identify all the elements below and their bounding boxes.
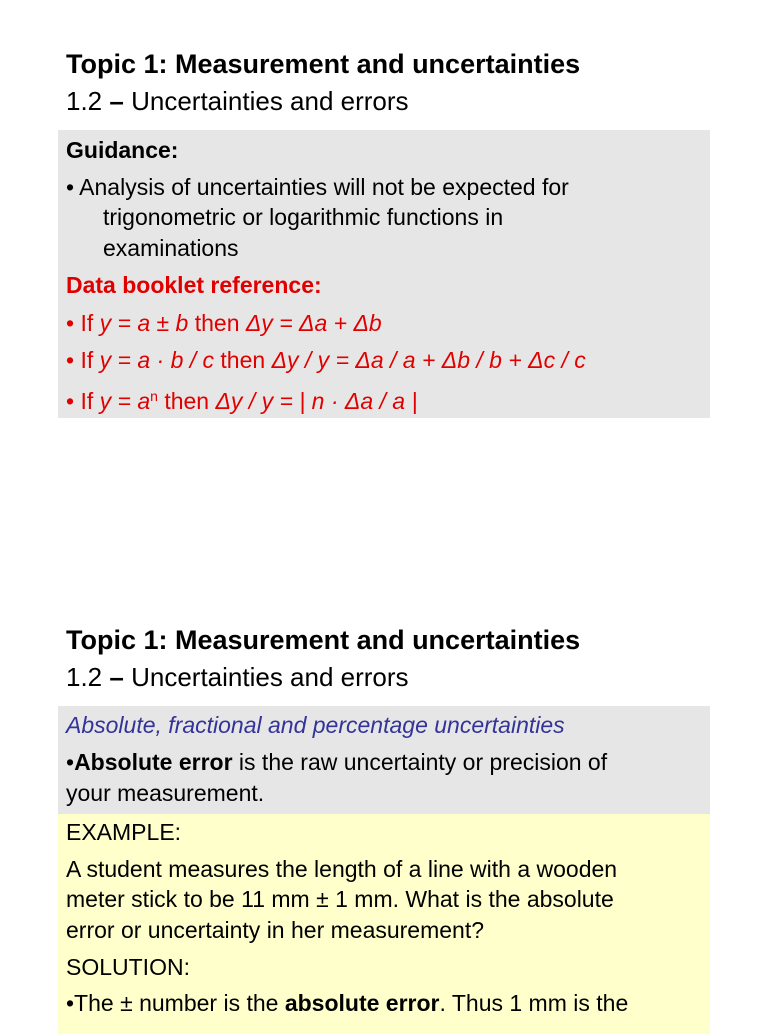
formula-result: Δy / y = | n · Δa / a | (215, 388, 418, 414)
example-text: A student measures the length of a line with a wooden (66, 856, 618, 882)
solution-term: absolute error (284, 990, 440, 1016)
slide-title: Topic 1: Measurement and uncertainties (66, 625, 581, 655)
slide-subtitle (66, 660, 409, 694)
solution-heading: SOLUTION: (66, 954, 190, 980)
formula-result: Δy = Δa + Δb (245, 310, 382, 336)
subtitle-number: 1.2 (66, 86, 103, 116)
subtitle-number: 1.2 (66, 662, 103, 692)
formula-expression: y = a (99, 388, 151, 414)
absolute-error-definition (66, 747, 607, 777)
guidance-bullet-continued: examinations (103, 235, 239, 261)
definition-text: is the raw uncertainty or precision of (232, 749, 608, 775)
slide-subtitle (66, 84, 409, 118)
formula-expression: y = a · b / c (99, 347, 215, 373)
solution-post: . Thus 1 mm is the (439, 990, 629, 1016)
formula-result: Δy / y = Δa / a + Δb / b + Δc / c (271, 347, 586, 373)
formula-bullet: • If (66, 310, 100, 336)
formula-bullet: • If (66, 388, 100, 414)
example-text: error or uncertainty in her measurement? (66, 917, 485, 943)
subtitle-dash: – (109, 662, 124, 692)
guidance-bullet: • Analysis of uncertainties will not be expected for (66, 174, 569, 200)
formula-exponent: n (150, 388, 158, 404)
solution-text (66, 988, 628, 1018)
subtitle-text: Uncertainties and errors (131, 86, 409, 116)
example-text: meter stick to be 11 mm ± 1 mm. What is the absolute (66, 886, 614, 912)
subtitle-dash: – (109, 86, 124, 116)
slide-title: Topic 1: Measurement and uncertainties (66, 49, 581, 79)
guidance-bullet-continued: trigonometric or logarithmic functions in (103, 204, 504, 230)
definition-bullet: • (66, 749, 75, 775)
formula-then: then (157, 388, 216, 414)
absolute-error-definition-continued: your measurement. (66, 780, 265, 806)
example-heading: EXAMPLE: (66, 819, 182, 845)
formula-bullet: • If (66, 347, 100, 373)
formula-power-rule (66, 381, 417, 416)
solution-pre: •The ± number is the (66, 990, 285, 1016)
subtitle-text: Uncertainties and errors (131, 662, 409, 692)
formula-sum-rule (66, 308, 382, 338)
section-heading: Absolute, fractional and percentage uncertainties (66, 712, 565, 738)
formula-then: then (214, 347, 272, 373)
guidance-heading: Guidance: (66, 137, 179, 163)
formula-then: then (188, 310, 246, 336)
formula-expression: y = a ± b (99, 310, 189, 336)
data-booklet-heading: Data booklet reference: (66, 272, 322, 298)
definition-term: Absolute error (74, 749, 233, 775)
formula-product-rule (66, 345, 586, 375)
